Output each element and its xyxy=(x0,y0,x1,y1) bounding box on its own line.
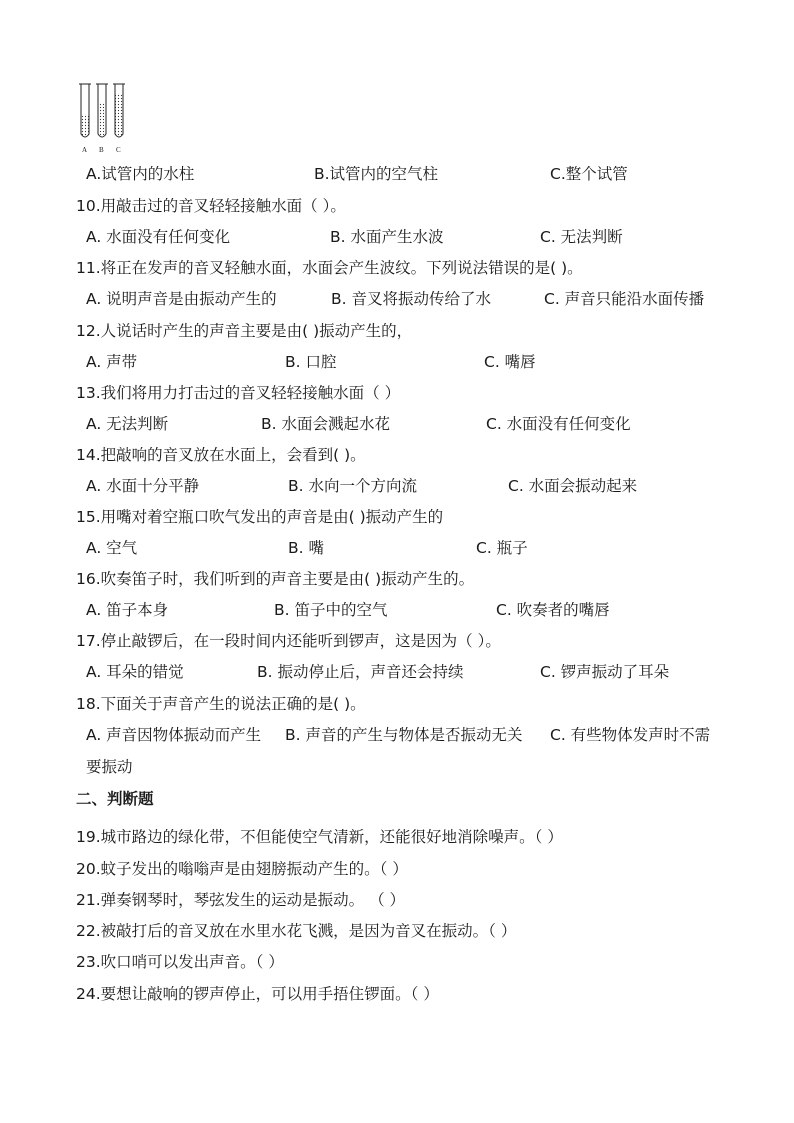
judgment-item-19: 19.城市路边的绿化带，不但能使空气清新，还能很好地消除噪声。（ ） xyxy=(76,828,563,846)
q14-option-a[interactable]: A. 水面十分平静 xyxy=(86,477,200,495)
q18-option-b[interactable]: B. 声音的产生与物体是否振动无关 xyxy=(285,726,523,744)
q13-option-b[interactable]: B. 水面会溅起水花 xyxy=(261,415,390,433)
q15-option-a[interactable]: A. 空气 xyxy=(86,539,138,557)
q17-option-c[interactable]: C. 锣声振动了耳朵 xyxy=(540,663,670,681)
judgment-item-21: 21.弹奏钢琴时，琴弦发生的运动是振动。 （ ） xyxy=(76,891,406,909)
q11-stem: 11.将正在发声的音叉轻触水面，水面会产生波纹。下列说法错误的是( )。 xyxy=(76,259,583,277)
q12-stem: 12.人说话时产生的声音主要是由( )振动产生的， xyxy=(76,322,413,340)
section-title-judgment: 二、判断题 xyxy=(76,790,154,808)
q18-option-a[interactable]: A. 声音因物体振动而产生 xyxy=(86,726,262,744)
q11-option-a[interactable]: A. 说明声音是由振动产生的 xyxy=(86,290,277,308)
q14-option-c[interactable]: C. 水面会振动起来 xyxy=(508,477,638,495)
q11-option-b[interactable]: B. 音叉将振动传给了水 xyxy=(331,290,491,308)
test-tube-a xyxy=(79,84,91,137)
q16-option-a[interactable]: A. 笛子本身 xyxy=(86,601,169,619)
q13-stem: 13.我们将用力打击过的音叉轻轻接触水面（ ） xyxy=(76,384,401,402)
q12-option-a[interactable]: A. 声带 xyxy=(86,353,138,371)
q11-option-c[interactable]: C. 声音只能沿水面传播 xyxy=(544,290,705,308)
q10-stem: 10.用敲击过的音叉轻轻接触水面（ ）。 xyxy=(76,197,346,215)
q12-option-b[interactable]: B. 口腔 xyxy=(285,353,337,371)
q16-option-b[interactable]: B. 笛子中的空气 xyxy=(274,601,388,619)
q10-option-c[interactable]: C. 无法判断 xyxy=(540,228,623,246)
test-tube-c xyxy=(113,84,125,137)
q9-option-c[interactable]: C.整个试管 xyxy=(550,165,628,183)
q17-stem: 17.停止敲锣后，在一段时间内还能听到锣声，这是因为（ ）。 xyxy=(76,632,501,650)
q12-option-c[interactable]: C. 嘴唇 xyxy=(484,353,536,371)
q13-option-a[interactable]: A. 无法判断 xyxy=(86,415,169,433)
q18-option-c-continuation: 要振动 xyxy=(86,758,133,776)
q16-stem: 16.吹奏笛子时，我们听到的声音主要是由( )振动产生的。 xyxy=(76,570,475,588)
test-tube-b xyxy=(96,84,108,137)
q10-option-a[interactable]: A. 水面没有任何变化 xyxy=(86,228,231,246)
q14-stem: 14.把敲响的音叉放在水面上，会看到( )。 xyxy=(76,446,366,464)
tube-label-b: B xyxy=(99,146,104,154)
q18-stem: 18.下面关于声音产生的说法正确的是( )。 xyxy=(76,695,366,713)
judgment-item-20: 20.蚊子发出的嗡嗡声是由翅膀振动产生的。（ ） xyxy=(76,860,408,878)
q17-option-b[interactable]: B. 振动停止后，声音还会持续 xyxy=(257,663,464,681)
judgment-item-24: 24.要想让敲响的锣声停止，可以用手捂住锣面。（ ） xyxy=(76,985,439,1003)
judgment-item-22: 22.被敲打后的音叉放在水里水花飞溅，是因为音叉在振动。（ ） xyxy=(76,922,517,940)
q9-option-a[interactable]: A.试管内的水柱 xyxy=(86,165,195,183)
q15-option-b[interactable]: B. 嘴 xyxy=(288,539,324,557)
q17-option-a[interactable]: A. 耳朵的错觉 xyxy=(86,663,184,681)
q10-option-b[interactable]: B. 水面产生水波 xyxy=(330,228,444,246)
tube-label-a: A xyxy=(82,146,88,154)
test-tubes-figure xyxy=(78,82,134,154)
q14-option-b[interactable]: B. 水向一个方向流 xyxy=(288,477,417,495)
judgment-item-23: 23.吹口哨可以发出声音。（ ） xyxy=(76,953,284,971)
q18-option-c[interactable]: C. 有些物体发声时不需 xyxy=(550,726,711,744)
q13-option-c[interactable]: C. 水面没有任何变化 xyxy=(486,415,631,433)
q15-stem: 15.用嘴对着空瓶口吹气发出的声音是由( )振动产生的 xyxy=(76,508,444,526)
q9-option-b[interactable]: B.试管内的空气柱 xyxy=(314,165,439,183)
q15-option-c[interactable]: C. 瓶子 xyxy=(476,539,528,557)
tube-label-c: C xyxy=(116,146,121,154)
q16-option-c[interactable]: C. 吹奏者的嘴唇 xyxy=(496,601,610,619)
